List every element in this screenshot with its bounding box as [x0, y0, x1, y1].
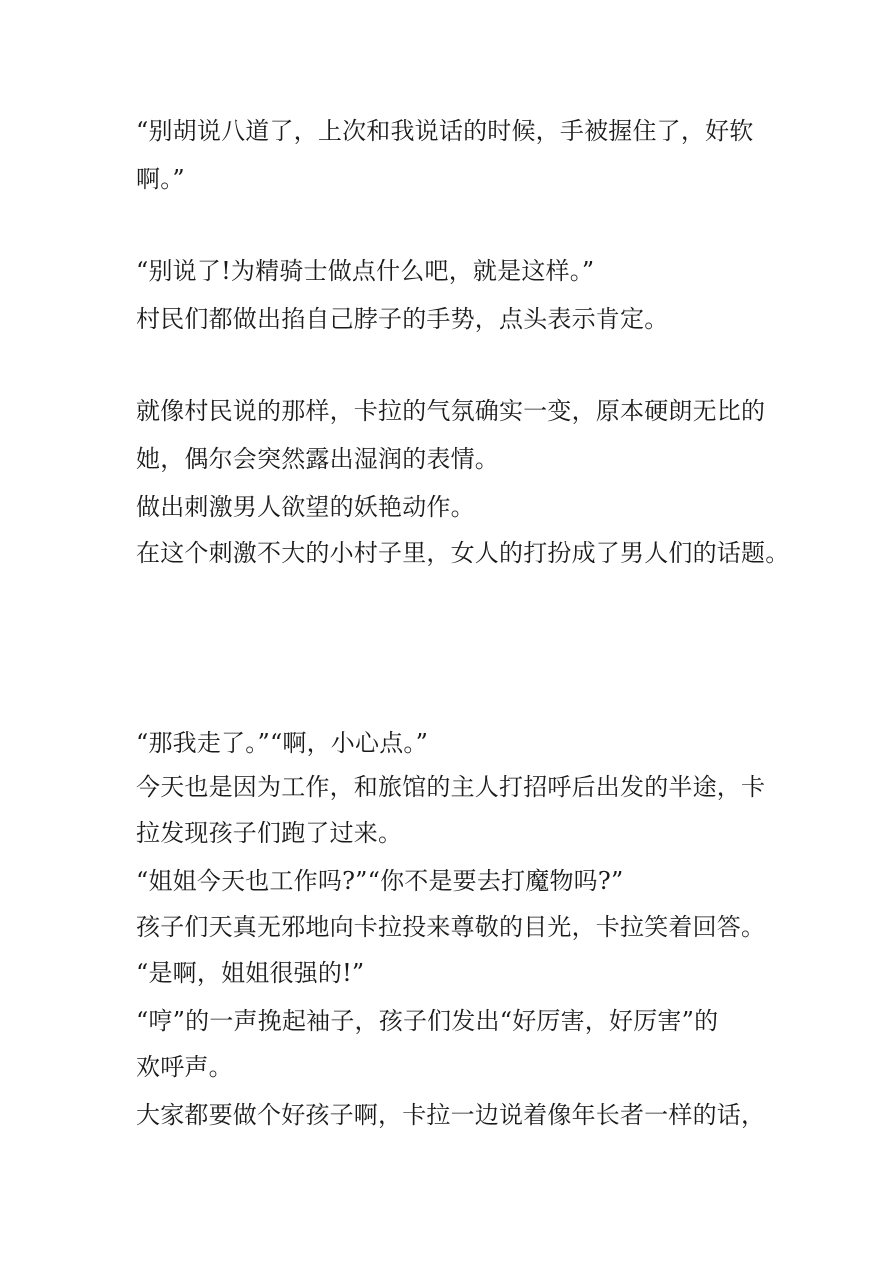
text-line: 村民们都做出掐自己脖子的手势，点头表示肯定。 — [136, 305, 669, 333]
text-line: 今天也是因为工作，和旅馆的主人打招呼后出发的半途，卡 — [136, 773, 766, 801]
text-line: “姐姐今天也工作吗?”“你不是要去打魔物吗?” — [136, 867, 624, 895]
text-line: “是啊，姐姐很强的!” — [136, 959, 365, 987]
text-line: “别胡说八道了，上次和我说话的时候，手被握住了，好软 — [136, 117, 754, 145]
text-line: 在这个刺激不大的小村子里，女人的打扮成了男人们的话题。 — [136, 539, 790, 567]
text-line: 她，偶尔会突然露出湿润的表情。 — [136, 445, 499, 473]
text-line: 拉发现孩子们跑了过来。 — [136, 819, 403, 847]
text-line: 大家都要做个好孩子啊，卡拉一边说着像年长者一样的话， — [136, 1101, 766, 1129]
text-line: 孩子们天真无邪地向卡拉投来尊敬的目光，卡拉笑着回答。 — [136, 913, 766, 941]
text-line: 啊。” — [136, 165, 185, 193]
text-line: 就像村民说的那样，卡拉的气氛确实一变，原本硬朗无比的 — [136, 397, 766, 425]
text-line: 欢呼声。 — [136, 1053, 233, 1081]
text-line: “那我走了。”“啊，小心点。” — [136, 729, 429, 757]
text-line: “别说了!为精骑士做点什么吧，就是这样。” — [136, 257, 595, 285]
text-line: “哼”的一声挽起袖子，孩子们发出“好厉害，好厉害”的 — [136, 1007, 719, 1035]
text-line: 做出刺激男人欲望的妖艳动作。 — [136, 493, 475, 521]
